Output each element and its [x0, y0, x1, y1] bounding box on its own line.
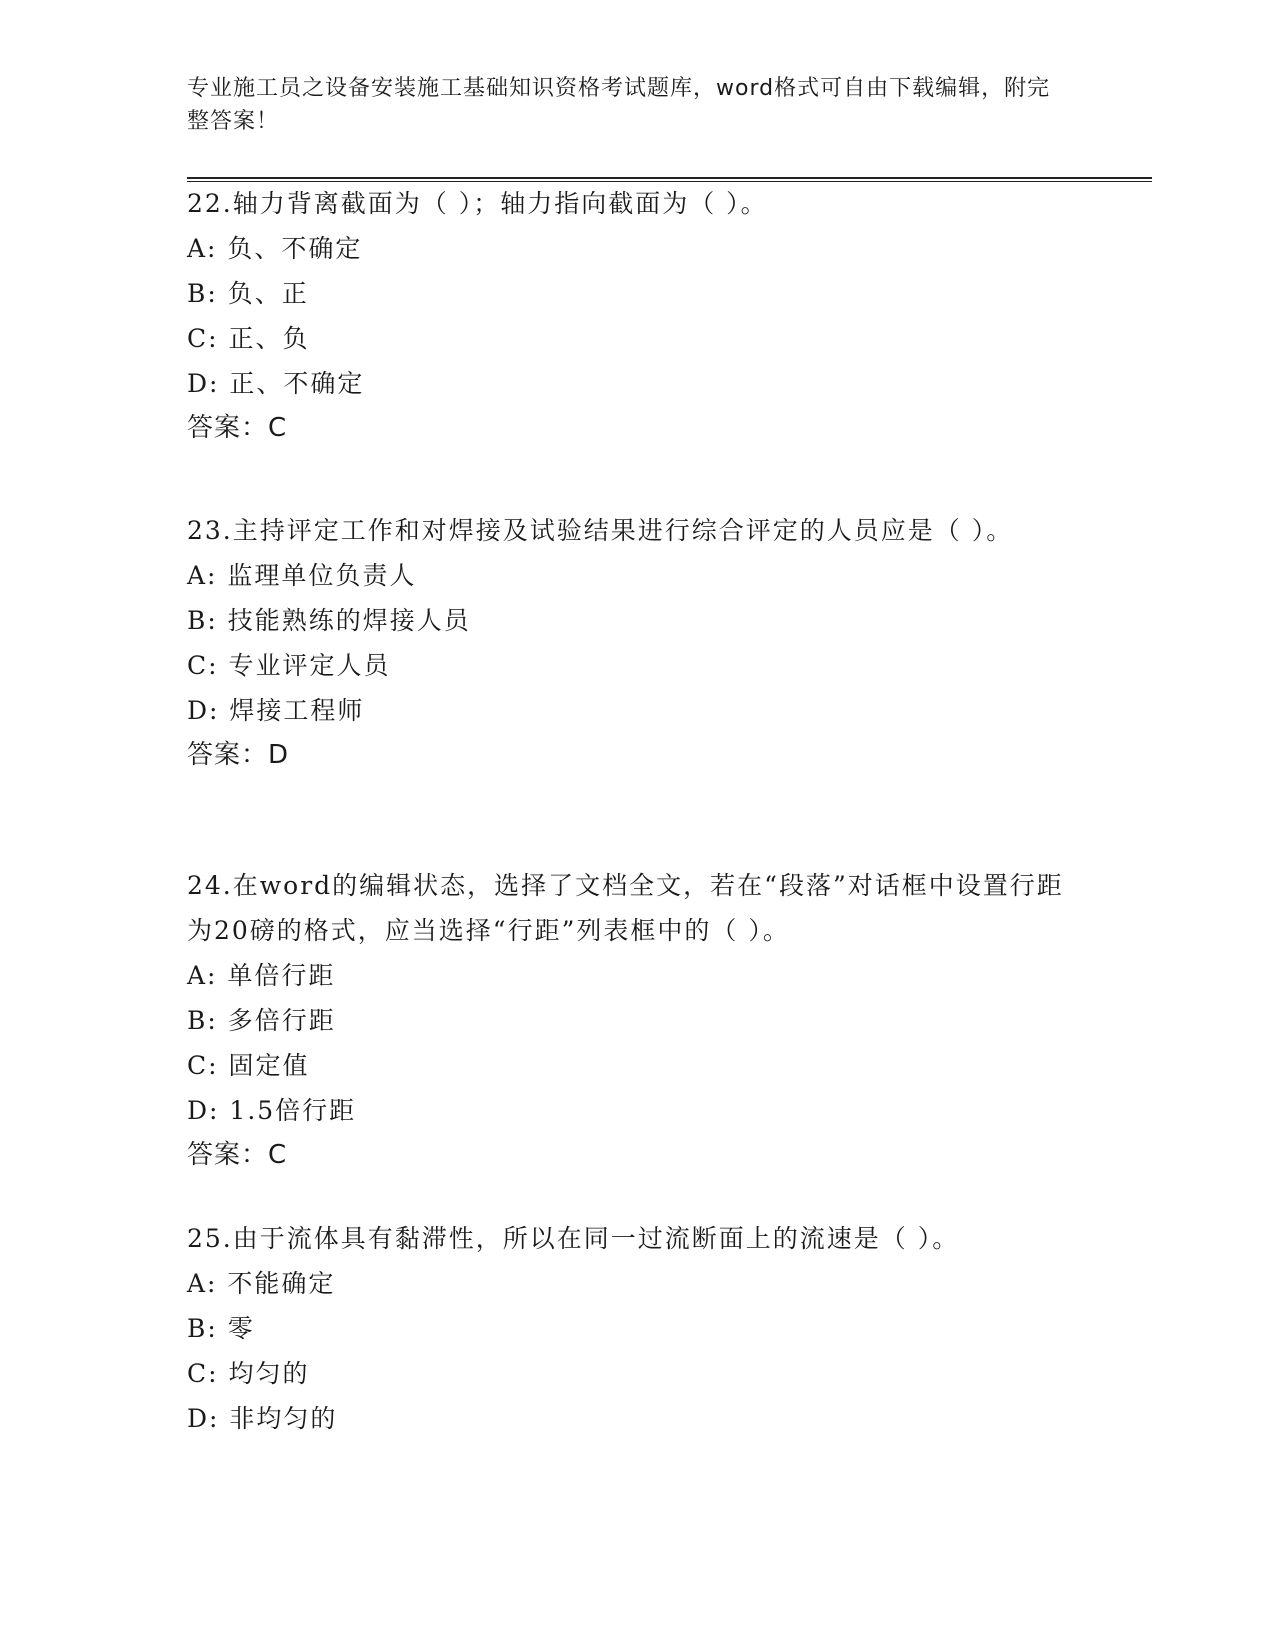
option-d: D: 焊接工程师 — [187, 696, 365, 725]
answer-label: 答案：D — [187, 740, 290, 770]
question-stem: 25.由于流体具有黏滞性，所以在同一过流断面上的流速是（ ）。 — [187, 1224, 960, 1253]
option-d: D: 非均匀的 — [187, 1404, 338, 1433]
document-header: 专业施工员之设备安装施工基础知识资格考试题库，word格式可自由下载编辑，附完整答案！ — [187, 76, 1051, 134]
question-25 — [187, 1216, 1087, 1441]
option-b: B: 多倍行距 — [187, 1006, 336, 1035]
option-a: A: 单倍行距 — [187, 961, 336, 990]
option-a: A: 负、不确定 — [187, 234, 363, 263]
option-d: D: 正、不确定 — [187, 369, 365, 398]
option-c: C: 专业评定人员 — [187, 651, 391, 680]
question-stem: 22.轴力背离截面为（ ）；轴力指向截面为（ ）。 — [187, 189, 768, 218]
question-23 — [187, 508, 1087, 778]
option-c: C: 均匀的 — [187, 1359, 310, 1388]
option-a: A: 不能确定 — [187, 1269, 336, 1298]
question-stem: 24.在word的编辑状态，选择了文档全文，若在“段落”对话框中设置行距为20磅的格式，应当选择“行距”列表框中的（ ）。 — [187, 871, 1064, 945]
option-a: A: 监理单位负责人 — [187, 561, 417, 590]
option-b: B: 技能熟练的焊接人员 — [187, 606, 471, 635]
option-b: B: 零 — [187, 1314, 255, 1343]
option-d: D: 1.5倍行距 — [187, 1096, 357, 1125]
question-stem: 23.主持评定工作和对焊接及试验结果进行综合评定的人员应是（ ）。 — [187, 516, 1014, 545]
question-22 — [187, 181, 1087, 451]
answer-label: 答案：C — [187, 413, 288, 443]
option-c: C: 正、负 — [187, 324, 310, 353]
question-24 — [187, 863, 1087, 1178]
option-b: B: 负、正 — [187, 279, 309, 308]
answer-label: 答案：C — [187, 1140, 288, 1170]
option-c: C: 固定值 — [187, 1051, 310, 1080]
